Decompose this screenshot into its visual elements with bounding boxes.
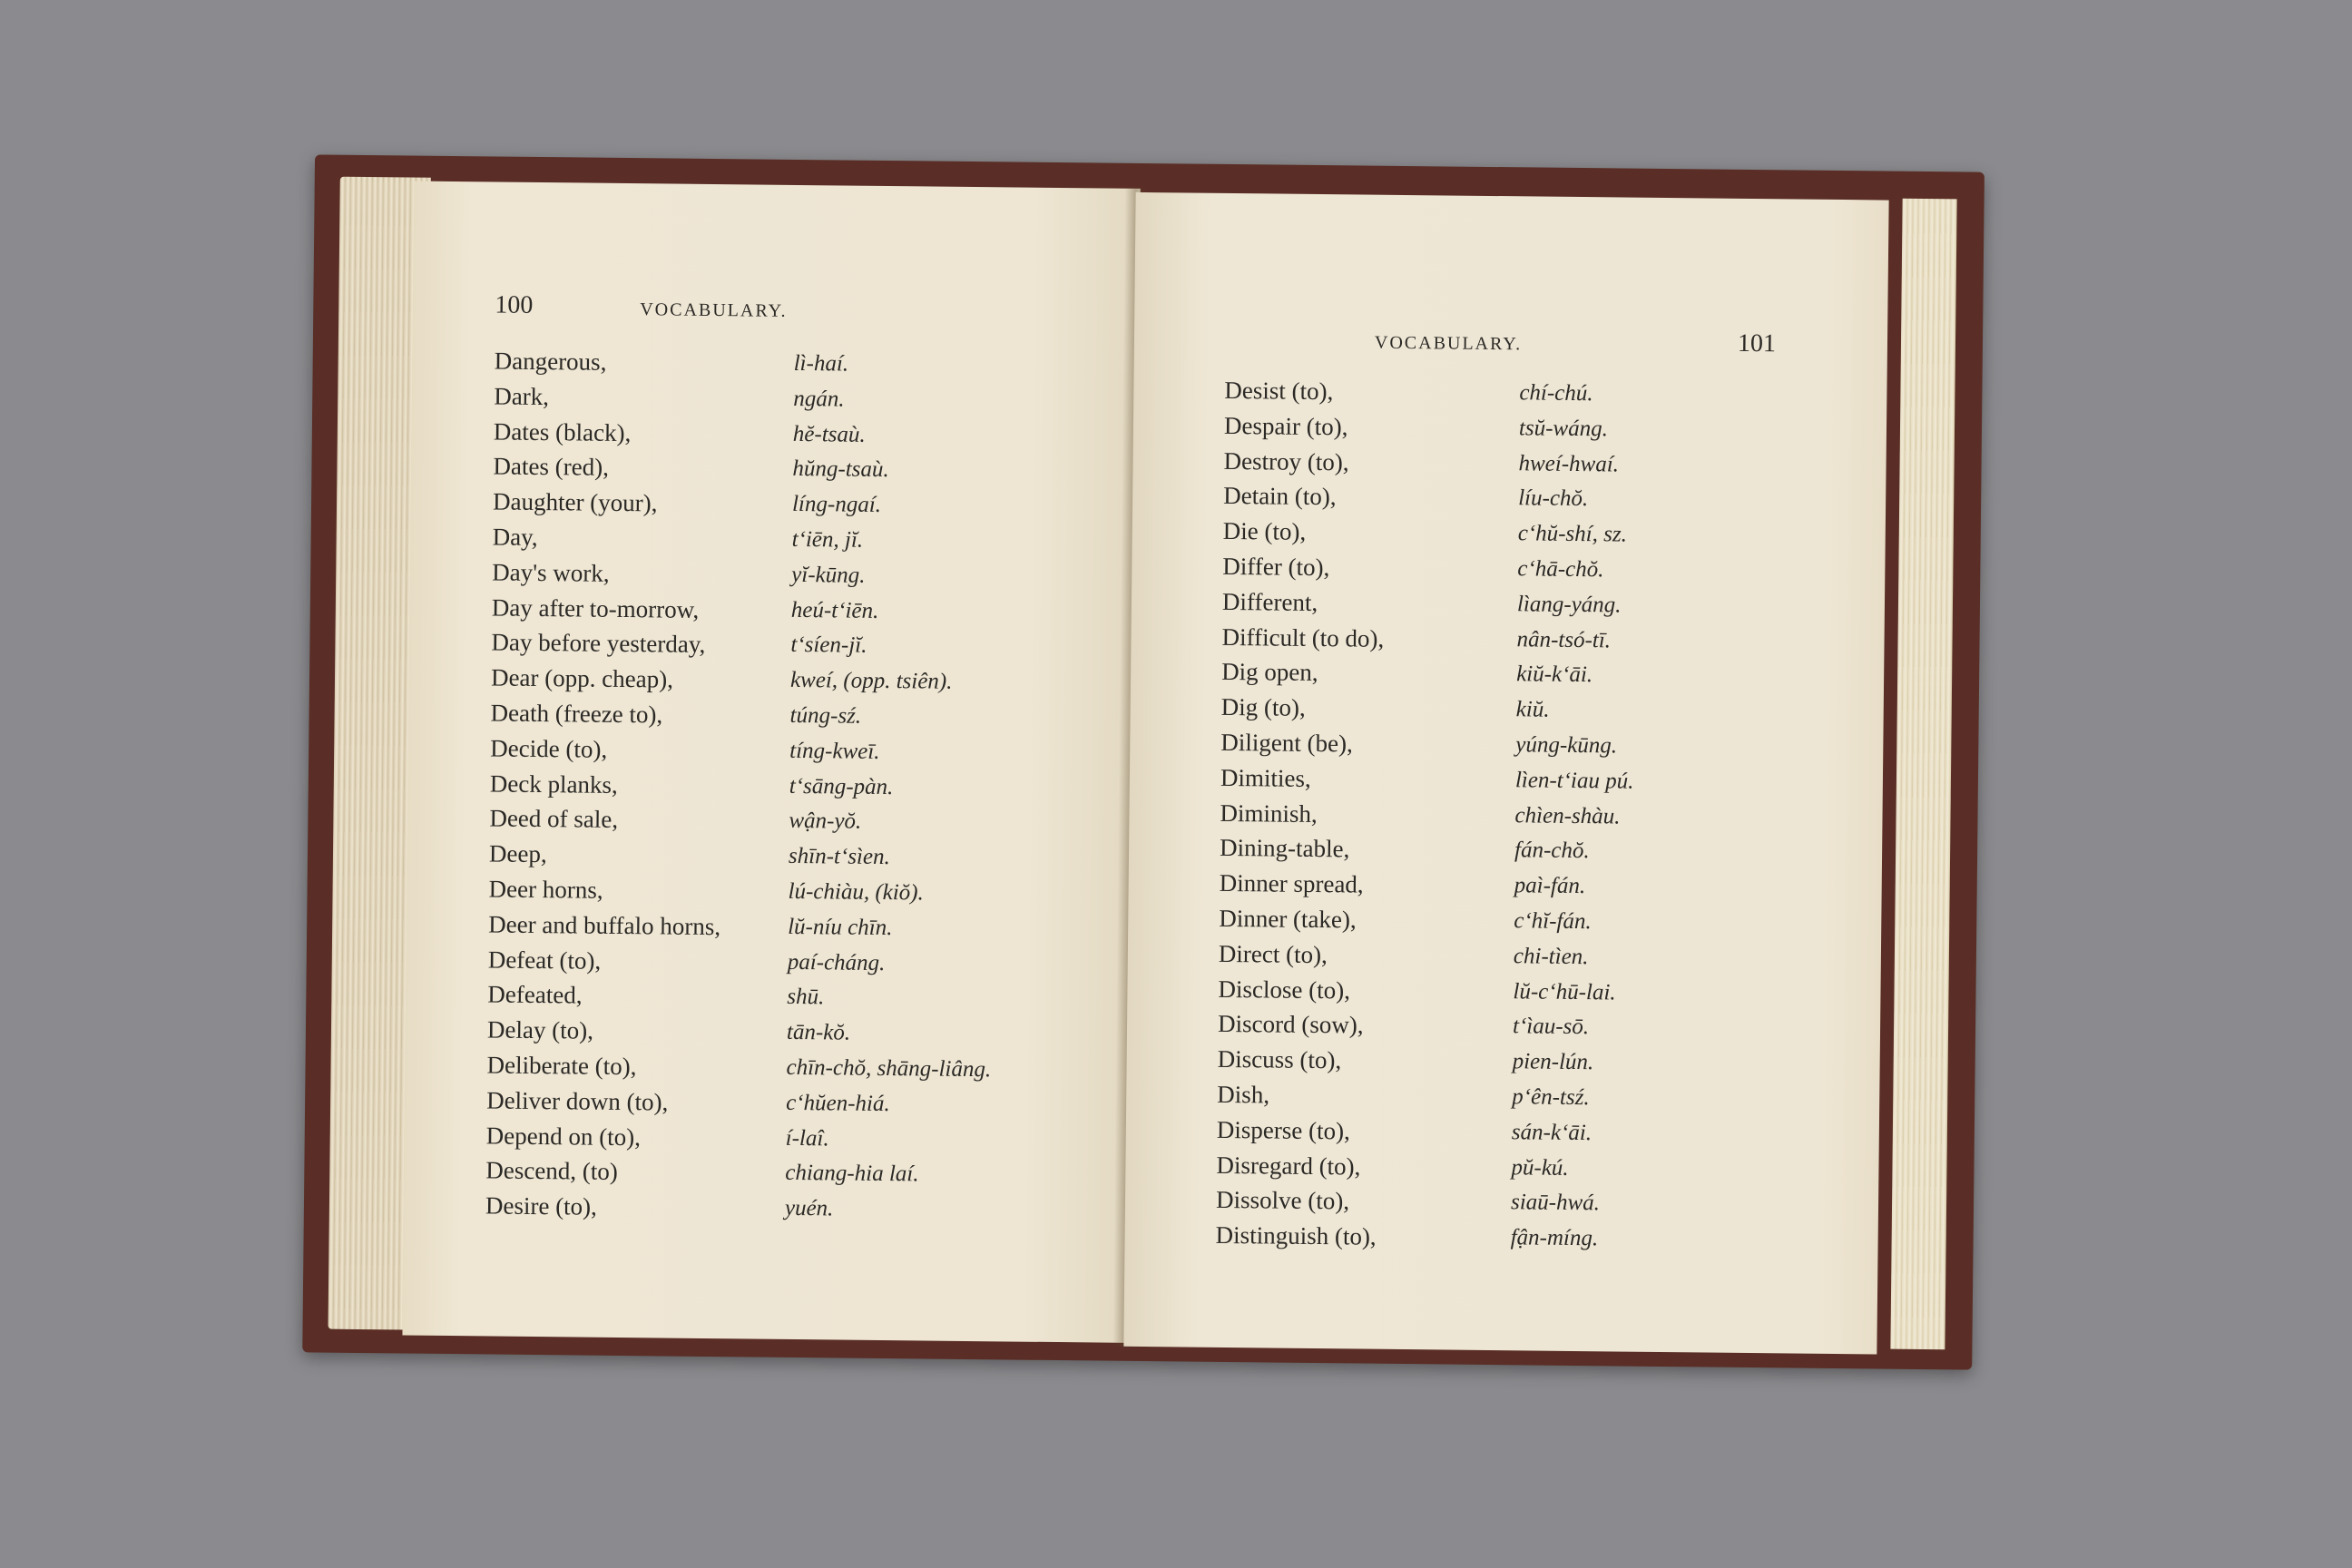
chinese-romanization: lìen-t‘iau pú. xyxy=(1514,768,1634,794)
english-term: Delay (to), xyxy=(486,1015,594,1044)
chinese-romanization: ngán. xyxy=(793,386,845,412)
english-term: Day's work, xyxy=(492,558,610,587)
chinese-romanization: paí-cháng. xyxy=(787,949,886,975)
chinese-romanization: p‘ên-tsź. xyxy=(1512,1084,1590,1111)
vocabulary-list xyxy=(1215,373,1634,1253)
english-term: Day before yesterday, xyxy=(491,628,706,659)
english-term: Diminish, xyxy=(1220,799,1318,828)
chinese-romanization: pŭ-kú. xyxy=(1511,1154,1569,1181)
chinese-romanization: t‘sāng-pàn. xyxy=(789,773,894,799)
english-term: Deed of sale, xyxy=(489,804,619,834)
chinese-romanization: kiŭ. xyxy=(1515,697,1550,722)
chinese-romanization: hŭng-tsaù. xyxy=(792,456,889,483)
chinese-romanization: paì-fán. xyxy=(1514,873,1586,899)
chinese-romanization: fận-míng. xyxy=(1510,1225,1599,1251)
english-term: Descend, (to) xyxy=(485,1156,618,1186)
vocabulary-list xyxy=(485,343,992,1223)
chinese-romanization: líng-ngaí. xyxy=(791,492,882,518)
english-term: Disperse (to), xyxy=(1216,1115,1350,1145)
english-term: Defeat (to), xyxy=(487,945,602,975)
english-term: Decide (to), xyxy=(490,734,608,763)
chinese-romanization: líu-chŏ. xyxy=(1518,485,1589,512)
chinese-romanization: tsŭ-wáng. xyxy=(1518,416,1609,442)
english-term: Dates (red), xyxy=(493,452,610,482)
english-term: Deep, xyxy=(488,839,547,868)
chinese-romanization: lìang-yáng. xyxy=(1516,592,1622,618)
english-term: Dates (black), xyxy=(493,417,632,446)
chinese-romanization: í-laî. xyxy=(785,1125,829,1151)
open-book xyxy=(302,154,1984,1387)
chinese-romanization: c‘hā-chŏ. xyxy=(1517,556,1604,583)
chinese-romanization: yĭ-kūng. xyxy=(791,562,866,588)
english-term: Despair (to), xyxy=(1223,411,1348,441)
chinese-romanization: kweí, (opp. tsiên). xyxy=(789,668,953,694)
chinese-romanization: fán-chŏ. xyxy=(1514,838,1590,864)
chinese-romanization: lŭ-níu chīn. xyxy=(788,914,893,940)
chinese-romanization: c‘hĭ-fán. xyxy=(1514,908,1592,935)
left-page xyxy=(402,181,1140,1343)
chinese-romanization: hweí-hwaí. xyxy=(1518,450,1620,477)
english-term: Deliberate (to), xyxy=(486,1051,637,1081)
chinese-romanization: heú-t‘iēn. xyxy=(790,597,879,623)
english-term: Discuss (to), xyxy=(1217,1045,1342,1074)
english-term: Differ (to), xyxy=(1222,552,1330,582)
english-term: Dimities, xyxy=(1220,763,1311,792)
english-term: Deer and buffalo horns, xyxy=(488,910,721,940)
chinese-romanization: wận-yŏ. xyxy=(789,808,862,835)
chinese-romanization: siaū-hwá. xyxy=(1510,1190,1601,1216)
page-number: 100 xyxy=(495,290,534,319)
chinese-romanization: túng-sź. xyxy=(789,702,862,729)
page-number: 101 xyxy=(1737,328,1777,358)
english-term: Dig open, xyxy=(1220,658,1318,687)
english-term: Dark, xyxy=(494,382,550,410)
chinese-romanization: tíng-kweī. xyxy=(789,738,880,764)
english-term: Dinner spread, xyxy=(1219,869,1364,898)
english-term: Depend on (to), xyxy=(485,1121,642,1151)
english-term: Defeated, xyxy=(487,980,583,1009)
chinese-romanization: yuén. xyxy=(784,1196,834,1221)
english-term: Day, xyxy=(492,523,538,551)
english-term: Desire (to), xyxy=(485,1191,598,1220)
chinese-romanization: t‘iēn, jĭ. xyxy=(791,526,864,553)
chinese-romanization: chí-chú. xyxy=(1519,380,1593,407)
chinese-romanization: hĕ-tsaù. xyxy=(792,421,866,447)
chinese-romanization: nân-tsó-tī. xyxy=(1516,626,1612,652)
chinese-romanization: shū. xyxy=(787,985,825,1010)
chinese-romanization: kiŭ-k‘āi. xyxy=(1515,662,1593,688)
english-term: Dear (opp. cheap), xyxy=(490,663,674,693)
english-term: Deliver down (to), xyxy=(486,1086,669,1116)
english-term: Day after to-morrow, xyxy=(491,593,700,623)
english-term: Deer horns, xyxy=(488,875,603,904)
english-term: Direct (to), xyxy=(1218,939,1328,968)
running-head: VOCABULARY. xyxy=(640,299,788,321)
chinese-romanization: chi-tìen. xyxy=(1513,944,1589,969)
chinese-romanization: t‘ìau-sō. xyxy=(1512,1014,1590,1040)
english-term: Daughter (your), xyxy=(492,487,658,517)
chinese-romanization: pien-lún. xyxy=(1512,1049,1594,1075)
chinese-romanization: sán-k‘āi. xyxy=(1511,1120,1592,1145)
chinese-romanization: t‘síen-jĭ. xyxy=(790,632,867,659)
chinese-romanization: c‘hŭen-hiá. xyxy=(786,1090,890,1116)
english-term: Destroy (to), xyxy=(1223,446,1349,475)
english-term: Discord (sow), xyxy=(1217,1010,1364,1039)
english-term: Dining-table, xyxy=(1219,834,1350,863)
english-term: Difficult (to do), xyxy=(1221,622,1385,652)
chinese-romanization: chīn-chŏ, shāng-liâng. xyxy=(786,1054,992,1083)
chinese-romanization: yúng-kūng. xyxy=(1515,732,1618,759)
english-term: Dangerous, xyxy=(494,347,607,376)
chinese-romanization: lŭ-c‘hū-lai. xyxy=(1513,978,1616,1005)
chinese-romanization: lì-haí. xyxy=(793,350,849,377)
english-term: Disclose (to), xyxy=(1218,975,1351,1004)
english-term: Deck planks, xyxy=(489,769,618,799)
chinese-romanization: shīn-t‘sìen. xyxy=(788,844,890,870)
running-head: VOCABULARY. xyxy=(1374,332,1523,355)
english-term: Desist (to), xyxy=(1224,376,1334,406)
english-term: Dissolve (to), xyxy=(1215,1186,1350,1215)
chinese-romanization: chiang-hia laí. xyxy=(785,1161,919,1187)
english-term: Dish, xyxy=(1217,1080,1270,1109)
english-term: Diligent (be), xyxy=(1220,728,1353,758)
english-term: Death (freeze to), xyxy=(490,699,663,729)
chinese-romanization: c‘hŭ-shí, sz. xyxy=(1517,521,1628,547)
chinese-romanization: chìen-shàu. xyxy=(1514,802,1621,829)
english-term: Distinguish (to), xyxy=(1215,1220,1377,1250)
english-term: Die (to), xyxy=(1222,517,1307,546)
english-term: Different, xyxy=(1221,587,1318,616)
chinese-romanization: lú-chiàu, (kiŏ). xyxy=(788,878,924,906)
english-term: Disregard (to), xyxy=(1216,1151,1361,1181)
chinese-romanization: tān-kŏ. xyxy=(786,1020,851,1045)
english-term: Dig (to), xyxy=(1220,693,1306,722)
right-page xyxy=(1123,192,1888,1355)
english-term: Dinner (take), xyxy=(1219,904,1357,934)
english-term: Detain (to), xyxy=(1223,482,1337,511)
